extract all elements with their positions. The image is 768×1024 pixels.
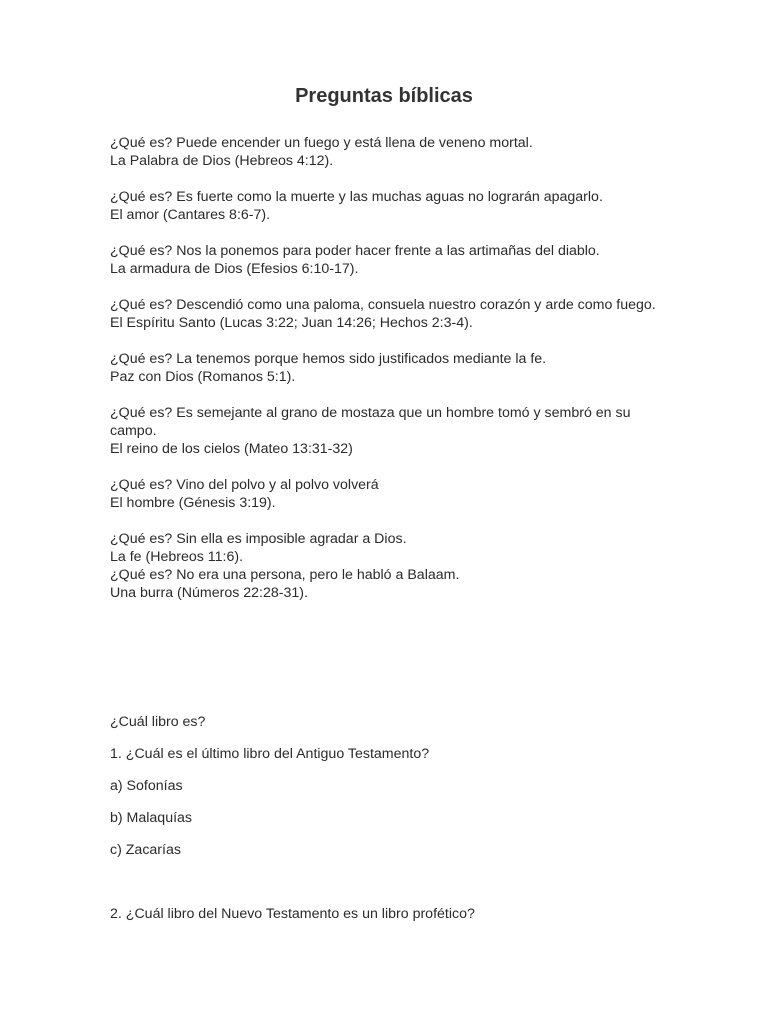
riddle-question: ¿Qué es? Nos la ponemos para poder hacer frente a las artimañas del diablo. xyxy=(110,243,600,259)
riddle-answer: El amor (Cantares 8:6-7). xyxy=(110,207,271,223)
riddle-answer: La armadura de Dios (Efesios 6:10-17). xyxy=(110,261,359,277)
riddle-item xyxy=(110,530,670,566)
riddle-answer: El reino de los cielos (Mateo 13:31-32) xyxy=(110,441,353,457)
quiz-option-c: c) Zacarías xyxy=(110,842,181,858)
riddle-answer: La fe (Hebreos 11:6). xyxy=(110,549,244,565)
page-title: Preguntas bíblicas xyxy=(295,85,473,107)
riddle-item xyxy=(110,476,670,512)
riddle-item xyxy=(110,134,670,170)
riddle-item xyxy=(110,566,670,602)
riddle-answer: El Espíritu Santo (Lucas 3:22; Juan 14:26; Hechos 2:3-4). xyxy=(110,315,473,331)
riddle-answer: Una burra (Números 22:28-31). xyxy=(110,585,308,601)
quiz-heading: ¿Cuál libro es? xyxy=(110,714,206,730)
riddle-question: ¿Qué es? Descendió como una paloma, consuela nuestro corazón y arde como fuego. xyxy=(110,297,656,313)
quiz-question-1: 1. ¿Cuál es el último libro del Antiguo Testamento? xyxy=(110,746,430,762)
riddle-item xyxy=(110,242,670,278)
book-quiz-section xyxy=(110,713,670,937)
riddle-question: ¿Qué es? Es semejante al grano de mostaza que un hombre tomó y sembró en su campo. xyxy=(110,405,631,439)
riddles-section xyxy=(110,134,670,620)
riddle-question: ¿Qué es? Vino del polvo y al polvo volverá xyxy=(110,477,379,493)
riddle-question: ¿Qué es? Es fuerte como la muerte y las muchas aguas no lograrán apagarlo. xyxy=(110,189,603,205)
riddle-question: ¿Qué es? No era una persona, pero le habló a Balaam. xyxy=(110,567,460,583)
riddle-answer: Paz con Dios (Romanos 5:1). xyxy=(110,369,296,385)
riddle-item xyxy=(110,350,670,386)
riddle-question: ¿Qué es? La tenemos porque hemos sido justificados mediante la fe. xyxy=(110,351,547,367)
riddle-answer: El hombre (Génesis 3:19). xyxy=(110,495,276,511)
riddle-question: ¿Qué es? Sin ella es imposible agradar a Dios. xyxy=(110,531,407,547)
quiz-question-2: 2. ¿Cuál libro del Nuevo Testamento es un libro profético? xyxy=(110,906,475,922)
riddle-item xyxy=(110,404,670,458)
riddle-item xyxy=(110,188,670,224)
riddle-item xyxy=(110,296,670,332)
quiz-option-b: b) Malaquías xyxy=(110,810,193,826)
quiz-option-a: a) Sofonías xyxy=(110,778,183,794)
riddle-answer: La Palabra de Dios (Hebreos 4:12). xyxy=(110,153,334,169)
riddle-question: ¿Qué es? Puede encender un fuego y está llena de veneno mortal. xyxy=(110,135,533,151)
